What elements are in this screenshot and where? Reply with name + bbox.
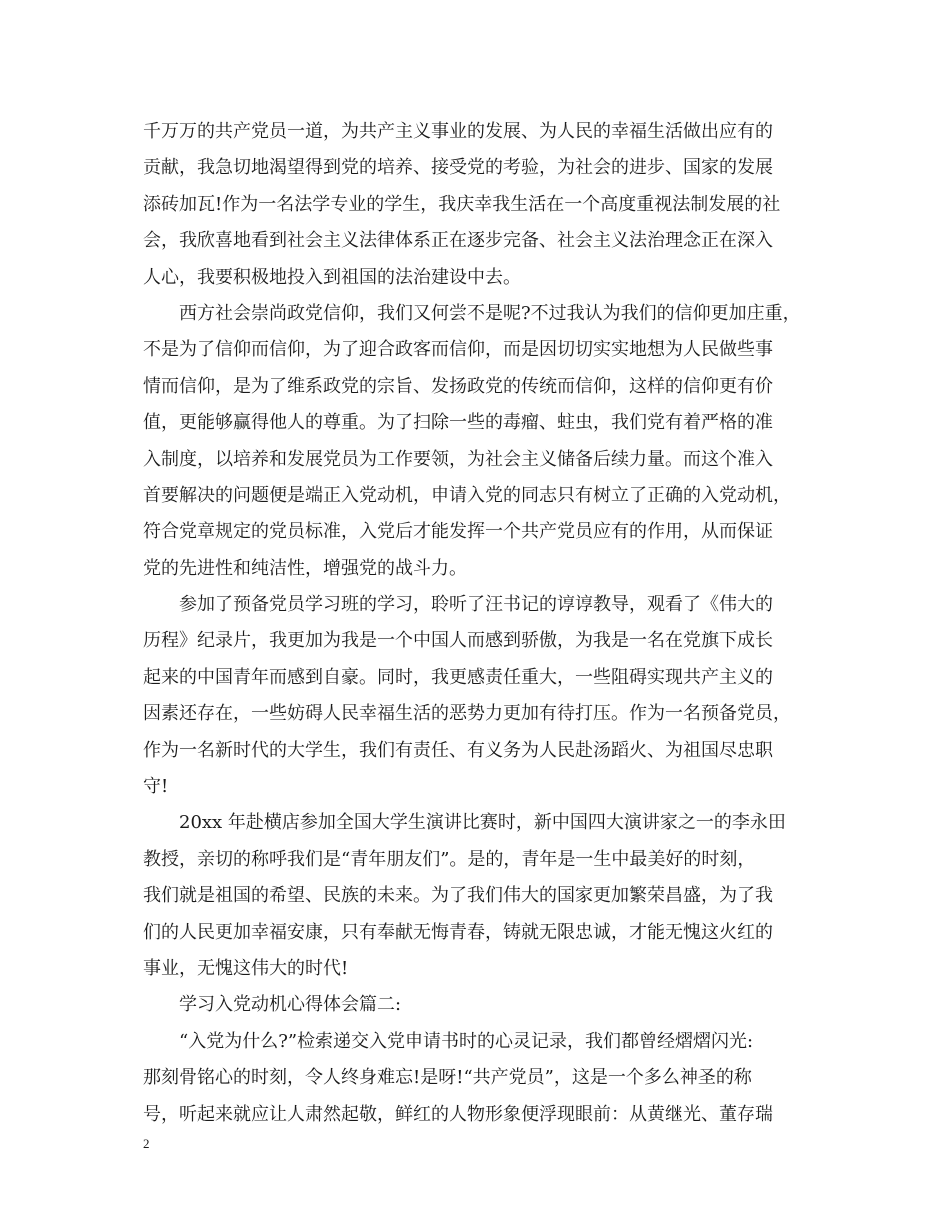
text-line: 不是为了信仰而信仰，为了迎合政客而信仰，而是因切切实实地想为人民做些事 (143, 339, 773, 361)
text-line: 号，听起来就应让人肃然起敬，鲜红的人物形象便浮现眼前：从黄继光、董存瑞 (143, 1103, 773, 1125)
text-line: 会，我欣喜地看到社会主义法律体系正在逐步完备、社会主义法治理念正在深入 (143, 230, 773, 252)
text-line: 值，更能够赢得他人的尊重。为了扫除一些的毒瘤、蛀虫，我们党有着严格的准 (143, 412, 773, 434)
text-line: 学习入党动机心得体会篇二: (179, 994, 402, 1016)
text-line: 情而信仰，是为了维系政党的宗旨、发扬政党的传统而信仰，这样的信仰更有价 (143, 375, 773, 397)
text-line: 西方社会崇尚政党信仰，我们又何尝不是呢?不过我认为我们的信仰更加庄重， (179, 302, 801, 324)
text-line: 符合党章规定的党员标准，入党后才能发挥一个共产党员应有的作用，从而保证 (143, 521, 773, 543)
text-line: 20xx 年赴横店参加全国大学生演讲比赛时，新中国四大演讲家之一的李永田 (179, 812, 786, 834)
text-line: 因素还存在，一些妨碍人民幸福生活的恶势力更加有待打压。作为一名预备党员， (143, 703, 791, 725)
text-line: 添砖加瓦!作为一名法学专业的学生，我庆幸我生活在一个高度重视法制发展的社 (143, 193, 781, 215)
text-line: 贡献，我急切地渴望得到党的培养、接受党的考验，为社会的进步、国家的发展 (143, 157, 773, 179)
text-line: 千万万的共产党员一道，为共产主义事业的发展、为人民的幸福生活做出应有的 (143, 121, 773, 142)
text-line: 人心，我要积极地投入到祖国的法治建设中去。 (143, 266, 521, 288)
text-line: 事业，无愧这伟大的时代! (143, 957, 349, 979)
text-line: 党的先进性和纯洁性，增强党的战斗力。 (143, 557, 467, 579)
text-line: 入制度，以培养和发展党员为工作要领，为社会主义储备后续力量。而这个准入 (143, 448, 773, 470)
text-line: 参加了预备党员学习班的学习，聆听了汪书记的谆谆教导，观看了《伟大的 (179, 594, 773, 616)
text-line: 守! (143, 776, 169, 798)
document-body (143, 114, 833, 1133)
text-line: 作为一名新时代的大学生，我们有责任、有义务为人民赴汤蹈火、为祖国尽忠职 (143, 739, 773, 761)
text-line: 教授，亲切的称呼我们是“青年朋友们”。是的，青年是一生中最美好的时刻， (143, 848, 756, 870)
text-line: 起来的中国青年而感到自豪。同时，我更感责任重大，一些阻碍实现共产主义的 (143, 666, 773, 688)
page-number: 2 (143, 1136, 150, 1151)
text-line: 首要解决的问题便是端正入党动机，申请入党的同志只有树立了正确的入党动机， (143, 484, 791, 506)
text-line: 那刻骨铭心的时刻，令人终身难忘!是呀!“共产党员”，这是一个多么神圣的称 (143, 1067, 752, 1089)
text-line: 们的人民更加幸福安康，只有奉献无悔青春，铸就无限忠诚，才能无愧这火红的 (143, 921, 773, 943)
text-line: “入党为什么?”检索递交入党申请书时的心灵记录，我们都曾经熠熠闪光: (179, 1030, 754, 1052)
text-line: 历程》纪录片，我更加为我是一个中国人而感到骄傲，为我是一名在党旗下成长 (143, 630, 773, 652)
text-line: 我们就是祖国的希望、民族的未来。为了我们伟大的国家更加繁荣昌盛，为了我 (143, 885, 773, 907)
